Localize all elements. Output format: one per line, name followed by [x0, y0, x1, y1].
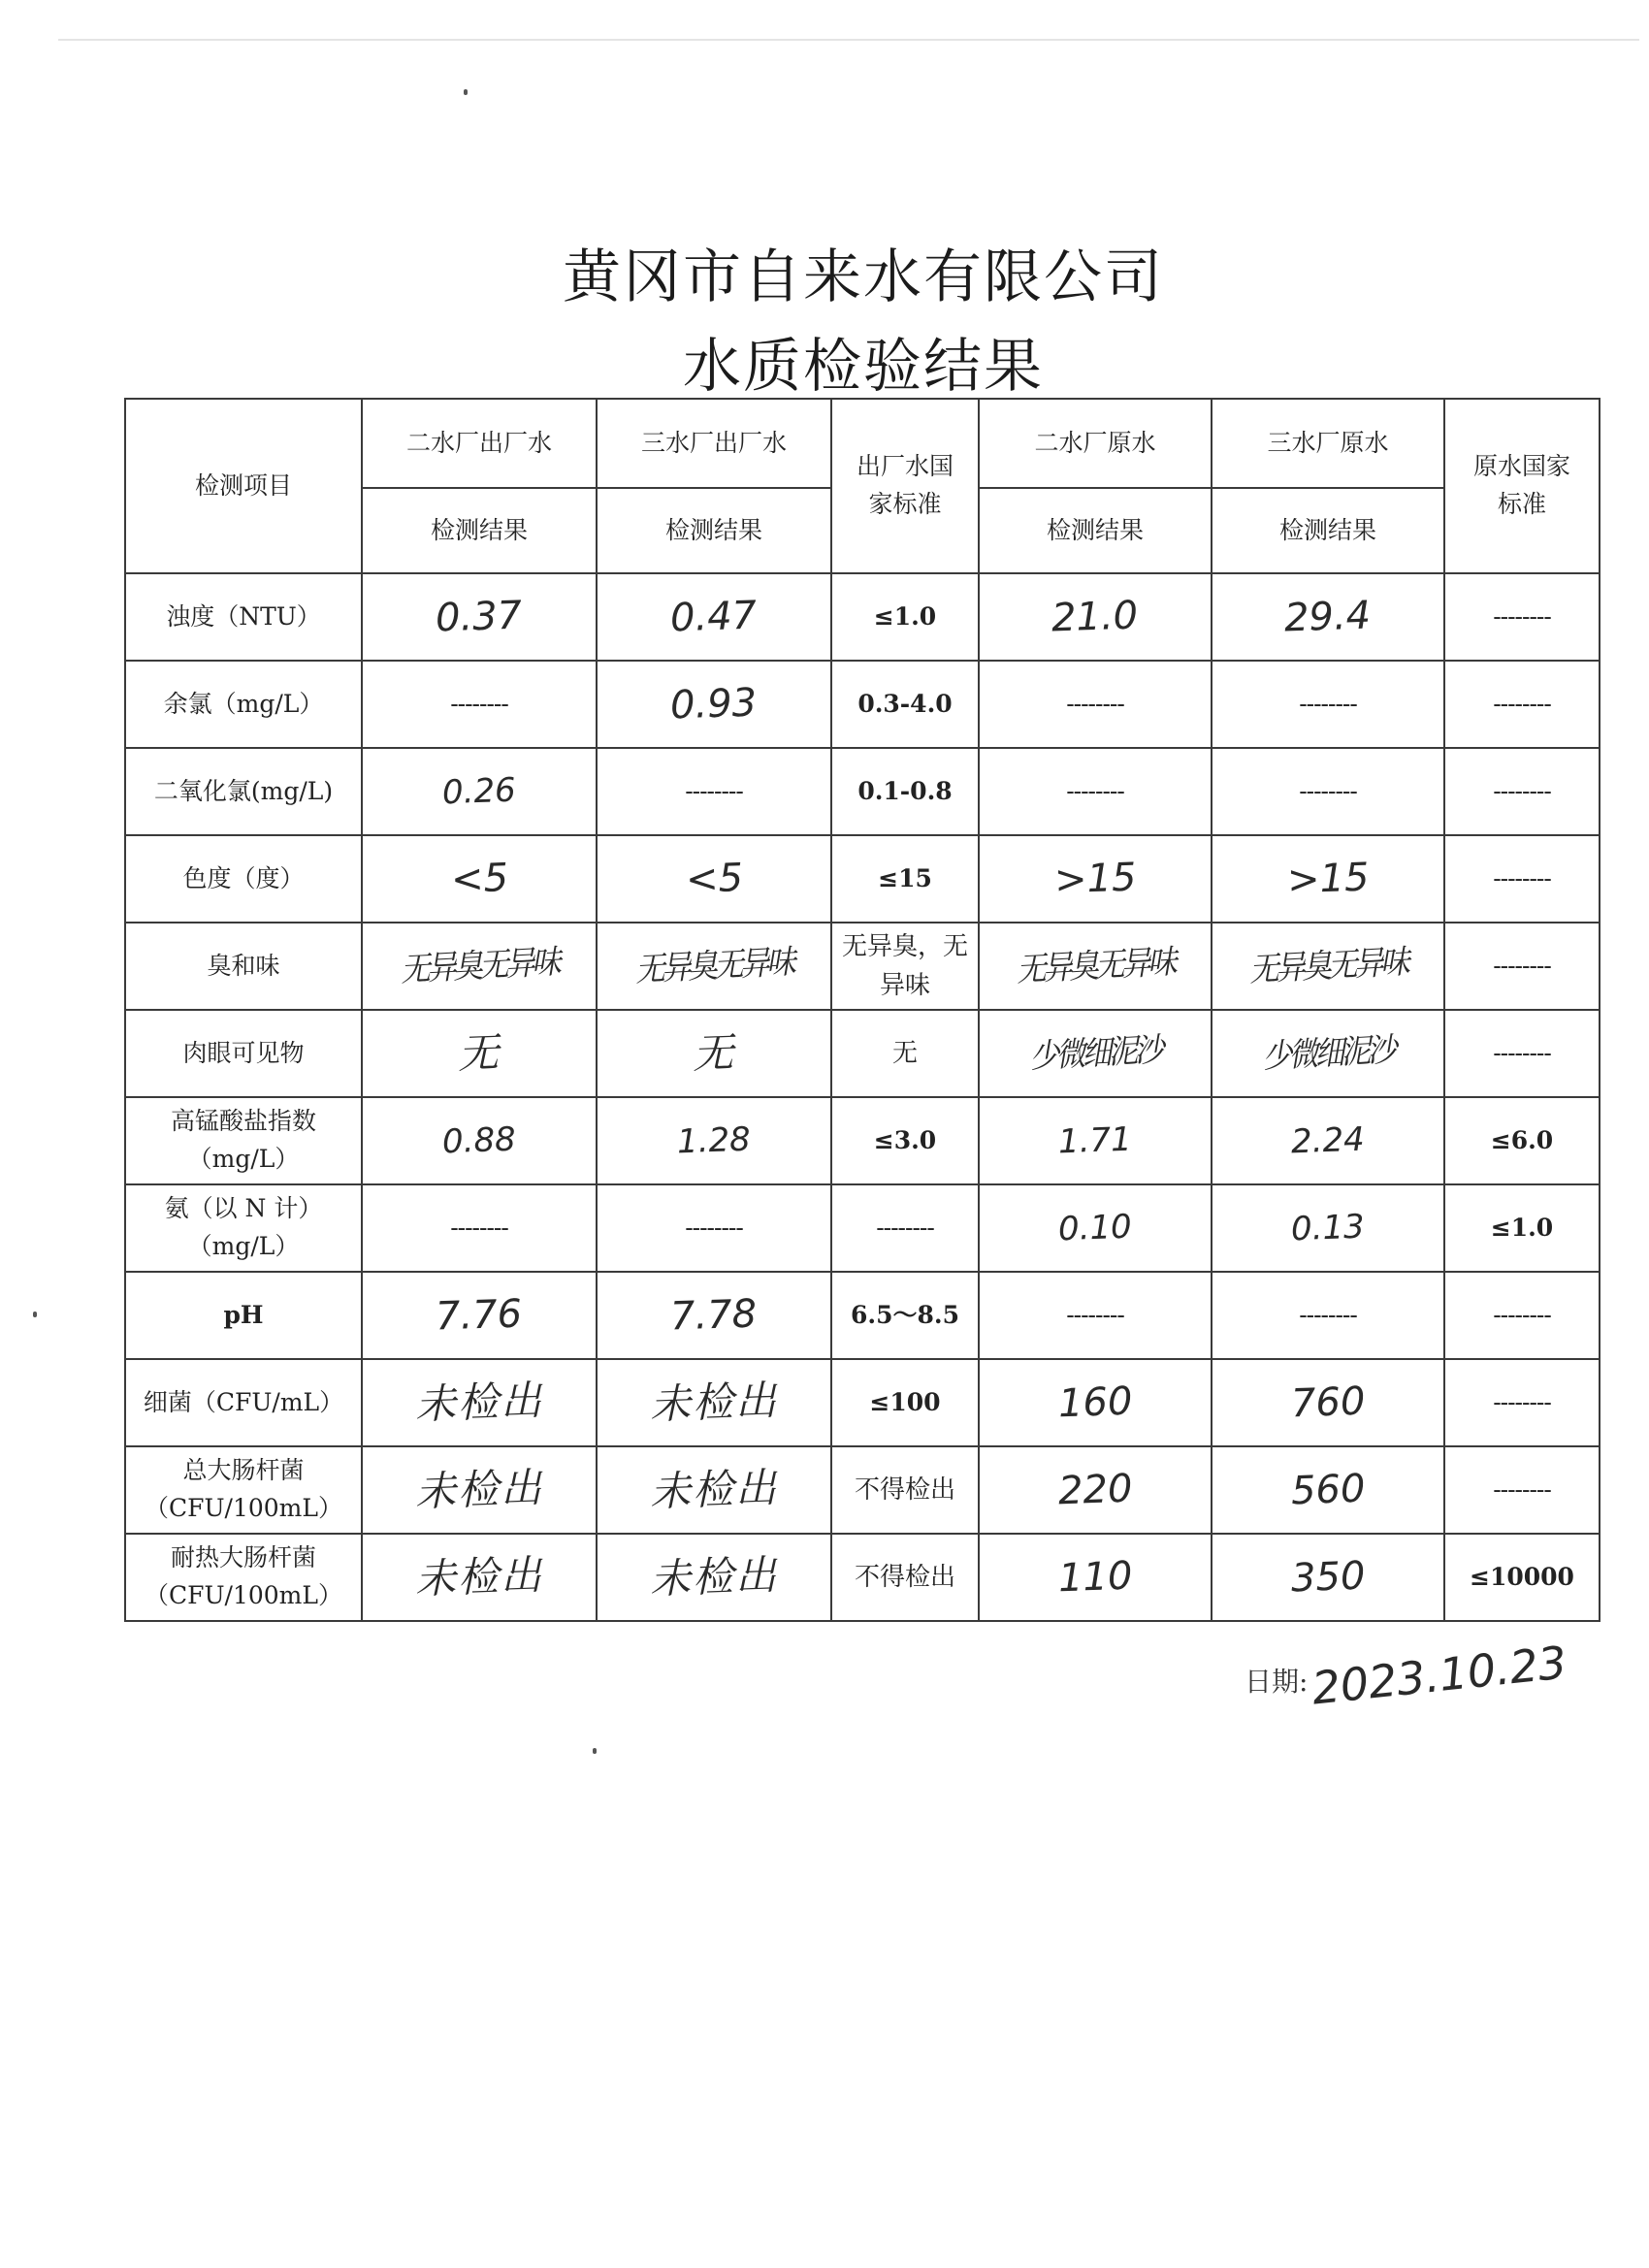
- handwritten-value: 1.71: [1057, 1119, 1133, 1161]
- handwritten-value: 无异臭无异味: [1016, 942, 1175, 989]
- table-row: [125, 1359, 1600, 1446]
- cell-p2-raw: [979, 1097, 1212, 1184]
- row-label-odor-taste: 臭和味: [125, 923, 362, 1010]
- cell-p2-out: [362, 1359, 597, 1446]
- cell-raw-standard: --------: [1444, 1359, 1600, 1446]
- cell-p2-out: [362, 923, 597, 1010]
- cell-p2-out: --------: [362, 661, 597, 748]
- cell-p2-out: [362, 1010, 597, 1097]
- cell-p2-raw: [979, 1359, 1212, 1446]
- report-title: 水质检验结果: [683, 333, 1044, 401]
- cell-p3-raw: [1212, 835, 1444, 923]
- table-row: [125, 1184, 1600, 1272]
- cell-p2-out: [362, 1534, 597, 1621]
- handwritten-value: 2.24: [1290, 1119, 1366, 1161]
- cell-raw-standard: --------: [1444, 748, 1600, 835]
- cell-out-standard: 不得检出: [831, 1446, 979, 1534]
- cell-p3-raw: [1212, 1097, 1444, 1184]
- handwritten-value: 未检出: [649, 1377, 779, 1429]
- table-row: [125, 1534, 1600, 1621]
- cell-out-standard: ≤15: [831, 835, 979, 923]
- handwritten-value: 无: [692, 1028, 736, 1079]
- scan-speck: [33, 1312, 37, 1317]
- row-label-permanganate-index: 高锰酸盐指数（mg/L）: [125, 1097, 362, 1184]
- handwritten-value: 未检出: [649, 1464, 779, 1516]
- cell-p2-raw: [979, 573, 1212, 661]
- table-row: [125, 1010, 1600, 1097]
- handwritten-value: 无异臭无异味: [634, 942, 793, 989]
- cell-p3-out: [597, 1097, 831, 1184]
- cell-p3-raw: [1212, 573, 1444, 661]
- scan-speck: [593, 1748, 597, 1754]
- row-label-bacteria: 细菌（CFU/mL）: [125, 1359, 362, 1446]
- handwritten-value: 7.78: [669, 1291, 759, 1340]
- results-table: [124, 398, 1600, 1622]
- cell-p2-raw: --------: [979, 661, 1212, 748]
- cell-p2-raw: --------: [979, 1272, 1212, 1359]
- col-header-plant3-raw: 三水厂原水: [1212, 399, 1444, 488]
- col-header-raw-standard: 原水国家标准: [1444, 399, 1600, 573]
- cell-p3-out: --------: [597, 1184, 831, 1272]
- handwritten-value: 未检出: [414, 1551, 544, 1604]
- col-subheader-result: 检测结果: [1212, 488, 1444, 573]
- handwritten-value: 0.10: [1057, 1207, 1133, 1248]
- cell-p3-raw: --------: [1212, 661, 1444, 748]
- scan-speck: [464, 89, 468, 95]
- handwritten-value: 0.88: [441, 1119, 517, 1161]
- cell-out-standard: ≤3.0: [831, 1097, 979, 1184]
- handwritten-value: 110: [1057, 1553, 1133, 1602]
- row-label-visible-matter: 肉眼可见物: [125, 1010, 362, 1097]
- handwritten-value: 0.93: [669, 680, 759, 729]
- col-header-plant3-out: 三水厂出厂水: [597, 399, 831, 488]
- cell-p3-raw: [1212, 1184, 1444, 1272]
- cell-p3-raw: [1212, 1534, 1444, 1621]
- cell-raw-standard: --------: [1444, 1446, 1600, 1534]
- col-header-plant2-out: 二水厂出厂水: [362, 399, 597, 488]
- row-label-residual-chlorine: 余氯（mg/L）: [125, 661, 362, 748]
- handwritten-value: 0.37: [435, 593, 524, 641]
- col-subheader-result: 检测结果: [597, 488, 831, 573]
- cell-p3-out: [597, 573, 831, 661]
- cell-raw-standard: --------: [1444, 573, 1600, 661]
- row-label-ammonia: 氨（以 N 计）（mg/L）: [125, 1184, 362, 1272]
- table-row: [125, 1272, 1600, 1359]
- header-row: [125, 399, 1600, 488]
- row-label-color: 色度（度）: [125, 835, 362, 923]
- cell-p3-raw: [1212, 1446, 1444, 1534]
- handwritten-value: 760: [1290, 1378, 1366, 1427]
- cell-p3-raw: [1212, 1359, 1444, 1446]
- cell-p2-out: [362, 748, 597, 835]
- cell-raw-standard: --------: [1444, 835, 1600, 923]
- handwritten-value: 7.76: [435, 1291, 524, 1340]
- handwritten-value: 29.4: [1283, 593, 1373, 641]
- cell-p2-raw: [979, 1184, 1212, 1272]
- cell-p2-out: [362, 573, 597, 661]
- handwritten-value: 无异臭无异味: [1248, 942, 1407, 989]
- handwritten-value: 无: [457, 1028, 501, 1079]
- cell-out-standard: ≤1.0: [831, 573, 979, 661]
- row-label-thermotolerant-coliform: 耐热大肠杆菌（CFU/100mL）: [125, 1534, 362, 1621]
- row-label-chlorine-dioxide: 二氧化氯(mg/L): [125, 748, 362, 835]
- row-label-turbidity: 浊度（NTU）: [125, 573, 362, 661]
- table-row: [125, 573, 1600, 661]
- table-row: [125, 1446, 1600, 1534]
- cell-p2-raw: [979, 1446, 1212, 1534]
- handwritten-value: 220: [1057, 1466, 1133, 1514]
- cell-p2-out: [362, 1446, 597, 1534]
- col-header-item: 检测项目: [125, 399, 362, 573]
- cell-p2-raw: [979, 835, 1212, 923]
- cell-p2-out: [362, 835, 597, 923]
- cell-out-standard: 无: [831, 1010, 979, 1097]
- date-label: 日期:: [1245, 1666, 1309, 1698]
- cell-p3-raw: --------: [1212, 1272, 1444, 1359]
- cell-p3-out: [597, 923, 831, 1010]
- scan-edge-line: [58, 39, 1639, 41]
- cell-p2-raw: [979, 1010, 1212, 1097]
- cell-raw-standard: ≤1.0: [1444, 1184, 1600, 1272]
- cell-p3-out: [597, 1010, 831, 1097]
- cell-p3-out: [597, 1359, 831, 1446]
- cell-out-standard: 0.1-0.8: [831, 748, 979, 835]
- handwritten-value: 160: [1057, 1378, 1133, 1427]
- handwritten-value: 560: [1290, 1466, 1366, 1514]
- cell-p2-raw: --------: [979, 748, 1212, 835]
- cell-raw-standard: --------: [1444, 923, 1600, 1010]
- date-value-handwritten: 2023.10.23: [1310, 1636, 1569, 1715]
- date-line: [1245, 1636, 1569, 1715]
- handwritten-value: <5: [684, 855, 744, 903]
- handwritten-value: 未检出: [414, 1464, 544, 1516]
- handwritten-value: >15: [1053, 855, 1137, 903]
- cell-out-standard: ≤100: [831, 1359, 979, 1446]
- cell-p3-out: --------: [597, 748, 831, 835]
- cell-p3-out: [597, 661, 831, 748]
- cell-out-standard: 0.3-4.0: [831, 661, 979, 748]
- handwritten-value: 无异臭无异味: [400, 942, 559, 989]
- company-title: 黄冈市自来水有限公司: [563, 243, 1164, 311]
- cell-p2-raw: [979, 923, 1212, 1010]
- handwritten-value: 1.28: [676, 1119, 752, 1161]
- cell-p2-raw: [979, 1534, 1212, 1621]
- handwritten-value: 350: [1290, 1553, 1366, 1602]
- row-label-total-coliform: 总大肠杆菌（CFU/100mL）: [125, 1446, 362, 1534]
- cell-out-standard: 6.5～8.5: [831, 1272, 979, 1359]
- row-label-ph: pH: [125, 1272, 362, 1359]
- table-row: [125, 661, 1600, 748]
- cell-out-standard: --------: [831, 1184, 979, 1272]
- cell-p3-out: [597, 1272, 831, 1359]
- handwritten-value: 少微细泥沙: [1261, 1030, 1395, 1077]
- cell-raw-standard: --------: [1444, 1272, 1600, 1359]
- handwritten-value: 0.47: [669, 593, 759, 641]
- cell-p2-out: --------: [362, 1184, 597, 1272]
- handwritten-value: >15: [1286, 855, 1370, 903]
- cell-p2-out: [362, 1272, 597, 1359]
- cell-p2-out: [362, 1097, 597, 1184]
- cell-p3-raw: --------: [1212, 748, 1444, 835]
- col-header-out-standard: 出厂水国家标准: [831, 399, 979, 573]
- col-subheader-result: 检测结果: [979, 488, 1212, 573]
- table-row: [125, 748, 1600, 835]
- cell-raw-standard: ≤10000: [1444, 1534, 1600, 1621]
- cell-raw-standard: --------: [1444, 661, 1600, 748]
- cell-p3-raw: [1212, 1010, 1444, 1097]
- handwritten-value: 未检出: [649, 1551, 779, 1604]
- cell-raw-standard: ≤6.0: [1444, 1097, 1600, 1184]
- cell-p3-out: [597, 835, 831, 923]
- table-row: [125, 835, 1600, 923]
- table-row: [125, 923, 1600, 1010]
- cell-p3-out: [597, 1446, 831, 1534]
- cell-raw-standard: --------: [1444, 1010, 1600, 1097]
- cell-p3-out: [597, 1534, 831, 1621]
- handwritten-value: 0.26: [441, 770, 517, 812]
- handwritten-value: 未检出: [414, 1377, 544, 1429]
- cell-out-standard: 不得检出: [831, 1534, 979, 1621]
- cell-p3-raw: [1212, 923, 1444, 1010]
- handwritten-value: 少微细泥沙: [1028, 1030, 1162, 1077]
- handwritten-value: 0.13: [1290, 1207, 1366, 1248]
- handwritten-value: 21.0: [1051, 593, 1140, 641]
- cell-out-standard: 无异臭，无异味: [831, 923, 979, 1010]
- col-subheader-result: 检测结果: [362, 488, 597, 573]
- handwritten-value: <5: [449, 855, 509, 903]
- col-header-plant2-raw: 二水厂原水: [979, 399, 1212, 488]
- table-row: [125, 1097, 1600, 1184]
